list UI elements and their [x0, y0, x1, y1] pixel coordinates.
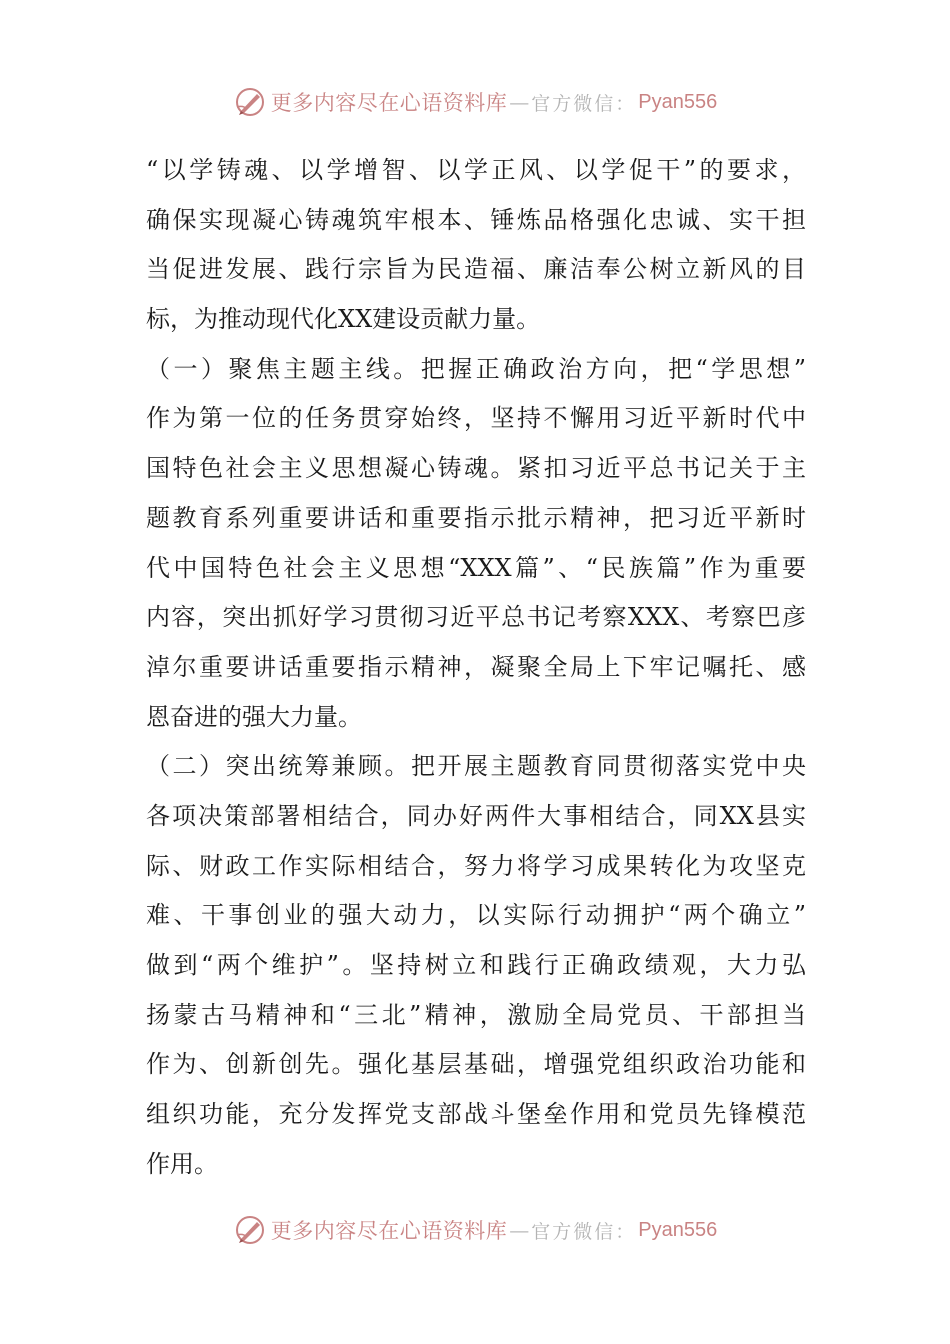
text-line: 扬蒙古马精神和“三北”精神，激励全局党员、干部担当 [146, 1000, 806, 1029]
text-line: 确保实现凝心铸魂筑牢根本、锤炼品格强化忠诚、实干担 [146, 205, 806, 234]
pen-logo-icon [233, 85, 267, 119]
text-line: 代中国特色社会主义思想“XXX篇”、“民族篇”作为重要 [146, 553, 806, 582]
text-line: 做到“两个维护”。坚持树立和践行正确政绩观，大力弘 [146, 951, 806, 979]
text-line: 难、干事创业的强大动力，以实际行动拥护“两个确立” [146, 901, 806, 930]
paragraph-section-1 [146, 345, 806, 743]
text-line: 题教育系列重要讲话和重要指示批示精神，把习近平新时 [146, 503, 806, 532]
watermark-label: 官方微信： [531, 92, 637, 115]
text-line: 淖尔重要讲话重要指示精神，凝聚全局上下牢记嘱托、感 [146, 652, 806, 681]
text-line: 当促进发展、践行宗旨为民造福、廉洁奉公树立新风的目 [146, 255, 806, 284]
text-line: 标，为推动现代化XX建设贡献力量。 [146, 305, 541, 334]
text-line: 作用。 [146, 1149, 218, 1178]
document-body [146, 146, 806, 1189]
text-line: 各项决策部署相结合，同办好两件大事相结合，同XX县实 [146, 801, 806, 830]
text-line: 际、财政工作实际相结合，努力将学习成果转化为攻坚克 [146, 851, 806, 880]
watermark-title: 更多内容尽在心语资料库 [270, 91, 508, 115]
text-line: 国特色社会主义思想凝心铸魂。紧扣习近平总书记关于主 [146, 454, 806, 483]
text-line: 组织功能，充分发挥党支部战斗堡垒作用和党员先锋模范 [146, 1100, 806, 1129]
watermark-title: 更多内容尽在心语资料库 [270, 1219, 508, 1243]
watermark-wechat-id: Pyan556 [638, 90, 718, 113]
watermark-dash: — [509, 1218, 530, 1242]
text-line: （二）突出统筹兼顾。把开展主题教育同贯彻落实党中央 [146, 752, 806, 781]
text-line: 内容，突出抓好学习贯彻习近平总书记考察XXX、考察巴彦 [146, 603, 806, 632]
paragraph-section-2 [146, 742, 806, 1189]
paragraph-intro [146, 146, 806, 345]
text-line: 恩奋进的强大力量。 [146, 702, 362, 731]
text-line: 作为第一位的任务贯穿始终，坚持不懈用习近平新时代中 [146, 404, 806, 433]
watermark-wechat-id: Pyan556 [638, 1218, 718, 1241]
watermark-footer [0, 1210, 950, 1250]
watermark-dash: — [509, 90, 530, 114]
text-line: （一）聚焦主题主线。把握正确政治方向，把“学思想” [146, 354, 806, 383]
watermark-header [0, 82, 950, 122]
watermark-label: 官方微信： [531, 1220, 637, 1243]
pen-logo-icon [233, 1213, 267, 1247]
text-line: “以学铸魂、以学增智、以学正风、以学促干”的要求， [146, 156, 806, 184]
text-line: 作为、创新创先。强化基层基础，增强党组织政治功能和 [146, 1050, 806, 1079]
